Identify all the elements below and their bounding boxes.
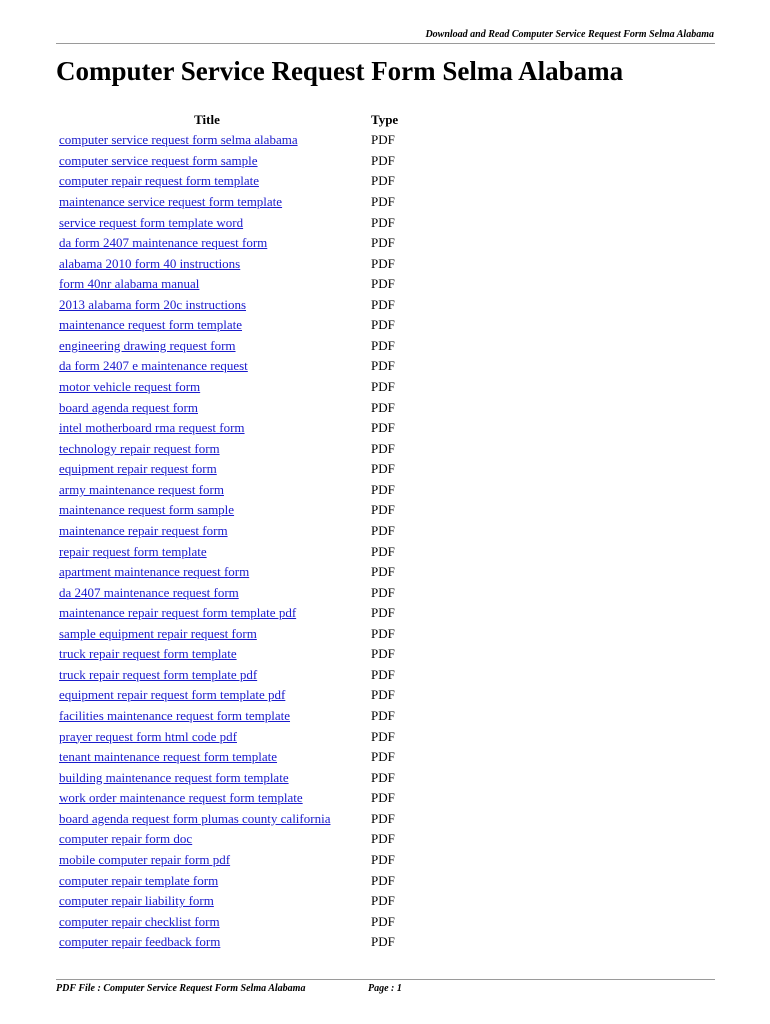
type-cell: PDF <box>371 132 395 148</box>
document-link[interactable]: service request form template word <box>59 214 244 230</box>
type-cell: PDF <box>371 934 395 950</box>
title-cell <box>56 850 358 871</box>
title-cell <box>56 603 358 624</box>
type-cell: PDF <box>371 769 395 785</box>
title-cell <box>56 767 358 788</box>
table-row <box>56 850 398 871</box>
table-row <box>56 706 398 727</box>
document-link[interactable]: equipment repair request form template pdf <box>59 687 286 703</box>
column-header-type: Type <box>371 112 399 127</box>
table-row <box>56 891 398 912</box>
document-link[interactable]: computer service request form sample <box>59 152 258 168</box>
table-row <box>56 562 398 583</box>
running-header: Download and Read Computer Service Request Form Selma Alabama <box>425 29 714 40</box>
document-table <box>56 110 398 953</box>
table-row <box>56 932 398 953</box>
document-link[interactable]: computer repair template form <box>59 872 219 888</box>
table-row <box>56 726 398 747</box>
document-link[interactable]: work order maintenance request form template <box>59 790 303 806</box>
title-cell <box>56 130 358 151</box>
title-cell <box>56 253 358 274</box>
table-row <box>56 438 398 459</box>
table-row <box>56 829 398 850</box>
title-cell <box>56 500 358 521</box>
title-cell <box>56 726 358 747</box>
type-cell: PDF <box>371 358 395 374</box>
table-row <box>56 480 398 501</box>
type-cell: PDF <box>371 831 395 847</box>
footer-divider <box>56 979 715 980</box>
table-row <box>56 356 398 377</box>
document-link[interactable]: truck repair request form template <box>59 646 237 662</box>
document-link[interactable]: computer repair feedback form <box>59 934 221 950</box>
table-header-row <box>56 110 398 130</box>
table-row <box>56 747 398 768</box>
title-cell <box>56 541 358 562</box>
title-cell <box>56 192 358 213</box>
type-cell: PDF <box>371 646 395 662</box>
title-cell <box>56 438 358 459</box>
table-row <box>56 192 398 213</box>
document-link[interactable]: sample equipment repair request form <box>59 625 257 641</box>
title-cell <box>56 911 358 932</box>
table-row <box>56 295 398 316</box>
title-cell <box>56 706 358 727</box>
table-row <box>56 644 398 665</box>
title-cell <box>56 870 358 891</box>
table-row <box>56 624 398 645</box>
type-cell: PDF <box>371 687 395 703</box>
title-cell <box>56 644 358 665</box>
table-row <box>56 151 398 172</box>
title-cell <box>56 829 358 850</box>
title-cell <box>56 582 358 603</box>
type-cell: PDF <box>371 502 395 518</box>
title-cell <box>56 397 358 418</box>
type-cell: PDF <box>371 440 395 456</box>
title-cell <box>56 295 358 316</box>
document-link[interactable]: maintenance service request form template <box>59 193 283 209</box>
title-cell <box>56 685 358 706</box>
document-link[interactable]: tenant maintenance request form template <box>59 749 278 765</box>
table-row <box>56 911 398 932</box>
type-cell: PDF <box>371 481 395 497</box>
title-cell <box>56 480 358 501</box>
title-cell <box>56 274 358 295</box>
type-cell: PDF <box>371 214 395 230</box>
type-cell: PDF <box>371 276 395 292</box>
document-link[interactable]: computer repair request form template <box>59 173 259 189</box>
document-link[interactable]: alabama 2010 form 40 instructions <box>59 255 241 271</box>
type-cell: PDF <box>371 317 395 333</box>
type-cell: PDF <box>371 255 395 271</box>
type-cell: PDF <box>371 522 395 538</box>
table-row <box>56 253 398 274</box>
type-cell: PDF <box>371 399 395 415</box>
title-cell <box>56 788 358 809</box>
header-divider <box>56 43 715 44</box>
title-cell <box>56 212 358 233</box>
title-cell <box>56 932 358 953</box>
table-row <box>56 809 398 830</box>
title-cell <box>56 665 358 686</box>
table-row <box>56 274 398 295</box>
title-cell <box>56 315 358 336</box>
table-row <box>56 500 398 521</box>
page-title: Computer Service Request Form Selma Alabama <box>56 56 624 86</box>
document-link[interactable]: prayer request form html code pdf <box>59 728 237 744</box>
title-cell <box>56 377 358 398</box>
table-row <box>56 397 398 418</box>
table-row <box>56 665 398 686</box>
title-cell <box>56 233 358 254</box>
title-cell <box>56 418 358 439</box>
title-cell <box>56 809 358 830</box>
type-cell: PDF <box>371 810 395 826</box>
type-cell: PDF <box>371 379 395 395</box>
document-link[interactable]: board agenda request form <box>59 399 198 415</box>
table-row <box>56 171 398 192</box>
table-row <box>56 233 398 254</box>
document-link[interactable]: board agenda request form plumas county california <box>59 810 331 826</box>
document-link[interactable]: maintenance repair request form <box>59 522 228 538</box>
document-link[interactable]: maintenance request form sample <box>59 502 235 518</box>
type-cell: PDF <box>371 420 395 436</box>
document-link[interactable]: repair request form template <box>59 543 207 559</box>
document-link[interactable]: maintenance repair request form template pdf <box>59 605 297 621</box>
title-cell <box>56 891 358 912</box>
title-cell <box>56 747 358 768</box>
table-row <box>56 212 398 233</box>
document-link[interactable]: mobile computer repair form pdf <box>59 851 231 867</box>
document-link[interactable]: motor vehicle request form <box>59 379 201 395</box>
document-link[interactable]: army maintenance request form <box>59 481 224 497</box>
table-body <box>56 130 398 953</box>
type-cell: PDF <box>371 666 395 682</box>
footer-page-number: Page : 1 <box>368 983 402 994</box>
document-link[interactable]: 2013 alabama form 20c instructions <box>59 296 247 312</box>
document-link[interactable]: maintenance request form template <box>59 317 243 333</box>
footer-file-label: PDF File : Computer Service Request Form Selma Alabama <box>56 983 306 994</box>
document-link[interactable]: computer repair liability form <box>59 893 214 909</box>
document-link[interactable]: computer service request form selma alabama <box>59 132 298 148</box>
table-row <box>56 788 398 809</box>
document-link[interactable]: da form 2407 e maintenance request <box>59 358 248 374</box>
type-cell: PDF <box>371 543 395 559</box>
document-link[interactable]: engineering drawing request form <box>59 337 236 353</box>
type-cell: PDF <box>371 193 395 209</box>
title-cell <box>56 336 358 357</box>
table-row <box>56 336 398 357</box>
title-cell <box>56 356 358 377</box>
type-cell: PDF <box>371 461 395 477</box>
table-row <box>56 418 398 439</box>
type-cell: PDF <box>371 893 395 909</box>
document-link[interactable]: facilities maintenance request form template <box>59 708 291 724</box>
document-link[interactable]: apartment maintenance request form <box>59 564 250 580</box>
title-cell <box>56 171 358 192</box>
type-cell: PDF <box>371 152 395 168</box>
type-cell: PDF <box>371 584 395 600</box>
document-link[interactable]: equipment repair request form <box>59 461 217 477</box>
type-cell: PDF <box>371 337 395 353</box>
title-cell <box>56 459 358 480</box>
type-cell: PDF <box>371 913 395 929</box>
table-row <box>56 603 398 624</box>
title-cell <box>56 562 358 583</box>
type-cell: PDF <box>371 872 395 888</box>
title-cell <box>56 521 358 542</box>
table-row <box>56 541 398 562</box>
type-cell: PDF <box>371 173 395 189</box>
type-cell: PDF <box>371 728 395 744</box>
type-cell: PDF <box>371 605 395 621</box>
type-cell: PDF <box>371 235 395 251</box>
table-row <box>56 459 398 480</box>
table-row <box>56 767 398 788</box>
table-row <box>56 130 398 151</box>
table-row <box>56 377 398 398</box>
table-row <box>56 521 398 542</box>
type-cell: PDF <box>371 564 395 580</box>
document-link[interactable]: computer repair form doc <box>59 831 193 847</box>
document-link[interactable]: da 2407 maintenance request form <box>59 584 239 600</box>
table-row <box>56 582 398 603</box>
type-cell: PDF <box>371 708 395 724</box>
type-cell: PDF <box>371 790 395 806</box>
column-header-title: Title <box>194 112 220 127</box>
document-link[interactable]: form 40nr alabama manual <box>59 276 200 292</box>
table-row <box>56 685 398 706</box>
title-cell <box>56 624 358 645</box>
title-cell <box>56 151 358 172</box>
document-link[interactable]: building maintenance request form template <box>59 769 289 785</box>
document-link[interactable]: intel motherboard rma request form <box>59 420 245 436</box>
document-link[interactable]: da form 2407 maintenance request form <box>59 235 268 251</box>
document-link[interactable]: computer repair checklist form <box>59 913 220 929</box>
type-cell: PDF <box>371 296 395 312</box>
document-link[interactable]: truck repair request form template pdf <box>59 666 258 682</box>
type-cell: PDF <box>371 625 395 641</box>
type-cell: PDF <box>371 749 395 765</box>
table-row <box>56 870 398 891</box>
document-link[interactable]: technology repair request form <box>59 440 220 456</box>
type-cell: PDF <box>371 851 395 867</box>
table-row <box>56 315 398 336</box>
